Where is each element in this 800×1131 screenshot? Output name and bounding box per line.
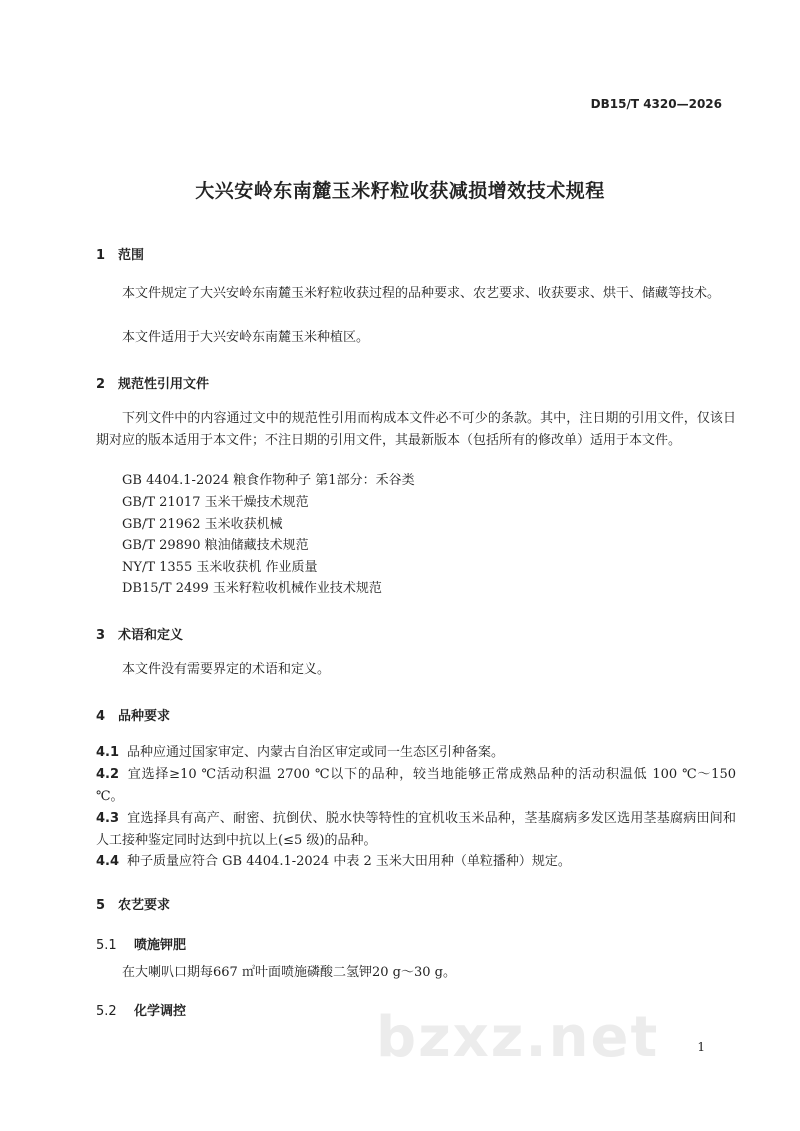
clause-4-4 (96, 851, 736, 873)
paragraph: 下列文件中的内容通过文中的规范性引用而构成本文件必不可少的条款。其中，注日期的引用文件，仅该日期对应的版本适用于本文件；不注日期的引用文件，其最新版本（包括所有的修改单）适用于本文件。 (96, 411, 736, 448)
clause-number: 4.2 (96, 767, 120, 782)
section-heading-agronomic-requirements (96, 894, 170, 913)
clause-number: 4.1 (96, 745, 120, 760)
section-title: 术语和定义 (118, 628, 184, 643)
reference-item: GB/T 21017 玉米干燥技术规范 (122, 495, 309, 510)
section-title: 农艺要求 (118, 898, 171, 913)
subsection-heading-potash (96, 934, 186, 953)
section-heading-terms (96, 624, 183, 643)
page-number: 1 (697, 1040, 705, 1054)
clause-4-2 (96, 764, 736, 808)
section-heading-scope (96, 244, 144, 263)
clause-4-1 (96, 742, 736, 764)
section-title: 规范性引用文件 (118, 377, 210, 392)
subsection-title: 化学调控 (134, 1004, 187, 1019)
section-number: 4 (96, 709, 106, 724)
section-heading-variety-requirements (96, 705, 170, 724)
subsection-heading-chemical-regulation (96, 1000, 186, 1019)
clause-number: 4.3 (96, 811, 120, 826)
section-number: 3 (96, 628, 106, 643)
paragraph: 在大喇叭口期每667 ㎡叶面喷施磷酸二氢钾20 g～30 g。 (122, 965, 456, 980)
clause-text: 种子质量应符合 GB 4404.1-2024 中表 2 玉米大田用种（单粒播种）规定。 (127, 854, 571, 869)
reference-item: DB15/T 2499 玉米籽粒收机械作业技术规范 (122, 581, 382, 596)
section-title: 范围 (118, 248, 145, 263)
paragraph: 本文件规定了大兴安岭东南麓玉米籽粒收获过程的品种要求、农艺要求、收获要求、烘干、储藏等技术。 (122, 286, 721, 301)
section-heading-normative-references (96, 373, 209, 392)
document-title: 大兴安岭东南麓玉米籽粒收获减损增效技术规程 (195, 180, 605, 202)
clause-text: 宜选择具有高产、耐密、抗倒伏、脱水快等特性的宜机收玉米品种，茎基腐病多发区选用茎基腐病田间和人工接种鉴定同时达到中抗以上(≤5 级)的品种。 (96, 811, 736, 848)
watermark: bzxz.net (376, 1005, 660, 1070)
section-number: 5 (96, 898, 106, 913)
reference-item: GB/T 21962 玉米收获机械 (122, 517, 283, 532)
reference-item: NY/T 1355 玉米收获机 作业质量 (122, 560, 318, 575)
subsection-number: 5.2 (96, 1004, 117, 1019)
clause-number: 4.4 (96, 854, 120, 869)
subsection-number: 5.1 (96, 938, 117, 953)
section-title: 品种要求 (118, 709, 171, 724)
reference-item: GB 4404.1-2024 粮食作物种子 第1部分：禾谷类 (122, 473, 415, 488)
clause-text: 品种应通过国家审定、内蒙古自治区审定或同一生态区引种备案。 (127, 745, 505, 760)
section-number: 1 (96, 248, 106, 263)
clause-text: 宜选择≥10 ℃活动积温 2700 ℃以下的品种，较当地能够正常成熟品种的活动积温低 100 ℃～150 ℃。 (96, 767, 736, 804)
document-number: DB15/T 4320—2026 (590, 97, 722, 111)
reference-item: GB/T 29890 粮油储藏技术规范 (122, 538, 309, 553)
subsection-title: 喷施钾肥 (134, 938, 187, 953)
clause-4-3 (96, 808, 736, 852)
section-number: 2 (96, 377, 106, 392)
paragraph: 本文件没有需要界定的术语和定义。 (122, 662, 331, 677)
paragraph: 本文件适用于大兴安岭东南麓玉米种植区。 (122, 330, 370, 345)
